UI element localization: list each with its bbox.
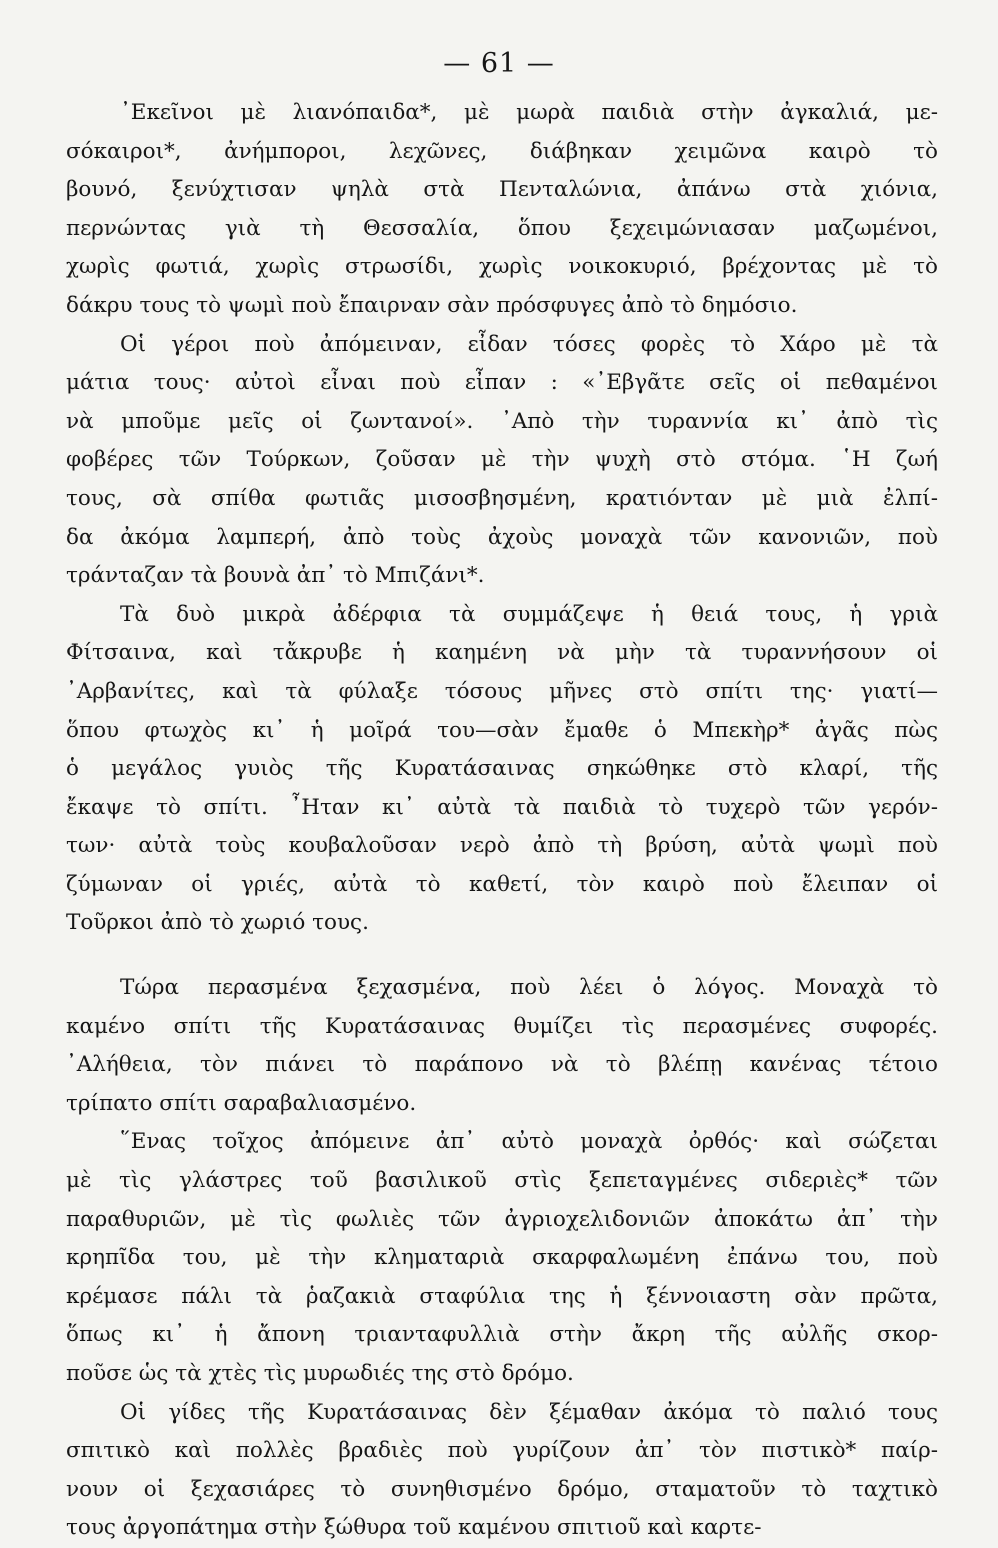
text-line: Οἱ γέροι ποὺ ἀπόμειναν, εἶδαν τόσες φορὲς τὸ Χάρο μὲ τὰ [120,331,938,357]
text-line: μάτια τους· αὐτοὶ εἶναι ποὺ εἶπαν : «᾽Εβγᾶτε σεῖς οἱ πεθαμένοι [66,370,938,396]
paragraph [66,969,938,1123]
text-line: Τώρα περασμένα ξεχασμένα, ποὺ λέει ὁ λόγος. Μοναχὰ τὸ [120,975,938,1001]
text-line: ᾽Αλήθεια, τὸν πιάνει τὸ παράπονο νὰ τὸ βλέπῃ κανένας τέτοιο [66,1052,938,1078]
text-line: τρίπατο σπίτι σαραβαλιασμένο. [66,1090,417,1116]
text-line: μὲ τὶς γλάστρες τοῦ βασιλικοῦ στὶς ξεπεταγμένες σιδεριὲς* τῶν [66,1168,938,1194]
paragraph [66,94,938,326]
text-line: περνώντας γιὰ τὴ Θεσσαλία, ὅπου ξεχειμώνιασαν μαζωμένοι, [66,215,938,241]
text-line: τους ἀργοπάτημα στὴν ξώθυρα τοῦ καμένου σπιτιοῦ καὶ καρτε- [66,1515,762,1541]
paragraph [66,326,938,596]
text-line: ποῦσε ὡς τὰ χτὲς τὶς μυρωδιές της στὸ δρόμο. [66,1361,574,1386]
text-line: δα ἀκόμα λαμπερή, ἀπὸ τοὺς ἀχοὺς μοναχὰ τῶν κανονιῶν, ποὺ [66,524,938,550]
text-line: κρηπῖδα του, μὲ τὴν κληματαριὰ σκαρφαλωμένη ἐπάνω του, ποὺ [66,1245,938,1271]
text-line: τους, σὰ σπίθα φωτιᾶς μισοσβησμένη, κρατιόνταν μὲ μιὰ ἐλπί- [66,485,938,511]
text-line: ἔκαψε τὸ σπίτι. ῏Ηταν κι᾽ αὐτὰ τὰ παιδιὰ τὸ τυχερὸ τῶν γερόν- [66,794,938,820]
text-line: χωρὶς φωτιά, χωρὶς στρωσίδι, χωρὶς νοικοκυριό, βρέχοντας μὲ τὸ [66,254,938,280]
text-line: Τὰ δυὸ μικρὰ ἀδέρφια τὰ συμμάζεψε ἡ θειά τους, ἡ γριὰ [120,601,938,627]
text-line: Φίτσαινα, καὶ τἄκρυβε ἡ καημένη νὰ μὴν τὰ τυραννήσουν οἱ [66,640,938,666]
paragraph [66,596,938,943]
text-line: ζύμωναν οἱ γριές, αὐτὰ τὸ καθετί, τὸν καιρὸ ποὺ ἔλειπαν οἱ [66,871,938,897]
text-line: ῞Ενας τοῖχος ἀπόμεινε ἀπ᾽ αὐτὸ μοναχὰ ὀρθός· καὶ σώζεται [120,1129,938,1155]
text-line: ᾽Εκεῖνοι μὲ λιανόπαιδα*, μὲ μωρὰ παιδιὰ στὴν ἀγκαλιά, με- [120,100,938,125]
text-line: Οἱ γίδες τῆς Κυρατάσαινας δὲν ξέμαθαν ἀκόμα τὸ παλιό τους [120,1399,938,1425]
text-line: ᾽Αρβανίτες, καὶ τὰ φύλαξε τόσους μῆνες στὸ σπίτι της· γιατί— [66,678,938,704]
text-line: σπιτικὸ καὶ πολλὲς βραδιὲς ποὺ γυρίζουν ἀπ᾽ τὸν πιστικὸ* παίρ- [66,1438,938,1464]
body-text [66,94,938,1548]
text-line: νὰ μποῦμε μεῖς οἱ ζωντανοί». ᾽Απὸ τὴν τυραννία κι᾽ ἀπὸ τὶς [66,408,938,434]
text-line: δάκρυ τους τὸ ψωμὶ ποὺ ἔπαιρναν σὰν πρόσφυγες ἀπὸ τὸ δημόσιο. [66,292,798,318]
text-line: σόκαιροι*, ἀνήμποροι, λεχῶνες, διάβηκαν χειμῶνα καιρὸ τὸ [66,138,938,164]
text-line: ὁ μεγάλος γυιὸς τῆς Κυρατάσαινας σηκώθηκε στὸ κλαρί, τῆς [66,756,938,782]
page-number: — 61 — [443,48,555,79]
text-line: τράνταζαν τὰ βουνὰ ἀπ᾽ τὸ Μπιζάνι*. [66,563,485,589]
text-line: Τοῦρκοι ἀπὸ τὸ χωριό τους. [66,910,369,936]
paragraph [66,1394,938,1548]
text-line: νουν οἱ ξεχασιάρες τὸ συνηθισμένο δρόμο, σταματοῦν τὸ ταχτικὸ [66,1476,938,1502]
paragraph [66,1123,938,1393]
text-line: των· αὐτὰ τοὺς κουβαλοῦσαν νερὸ ἀπὸ τὴ βρύση, αὐτὰ ψωμὶ ποὺ [66,833,938,859]
text-line: φοβέρες τῶν Τούρκων, ζοῦσαν μὲ τὴν ψυχὴ στὸ στόμα. ῾Η ζωή [66,447,938,473]
text-line: ὅπου φτωχὸς κι᾽ ἡ μοῖρά του—σὰν ἔμαθε ὁ Μπεκὴρ* ἀγᾶς πὼς [66,717,938,743]
text-line: ὅπως κι᾽ ἡ ἄπονη τριανταφυλλιὰ στὴν ἄκρη τῆς αὐλῆς σκορ- [66,1322,938,1348]
text-line: παραθυριῶν, μὲ τὶς φωλιὲς τῶν ἀγριοχελιδονιῶν ἀποκάτω ἀπ᾽ τὴν [66,1206,938,1232]
text-line: κρέμασε πάλι τὰ ῥαζακιὰ σταφύλια της ἡ ξέννοιαστη σὰν πρῶτα, [66,1283,938,1309]
text-line: βουνό, ξενύχτισαν ψηλὰ στὰ Πενταλώνια, ἀπάνω στὰ χιόνια, [66,177,938,203]
text-line: καμένο σπίτι τῆς Κυρατάσαινας θυμίζει τὶς περασμένες συφορές. [66,1013,938,1039]
